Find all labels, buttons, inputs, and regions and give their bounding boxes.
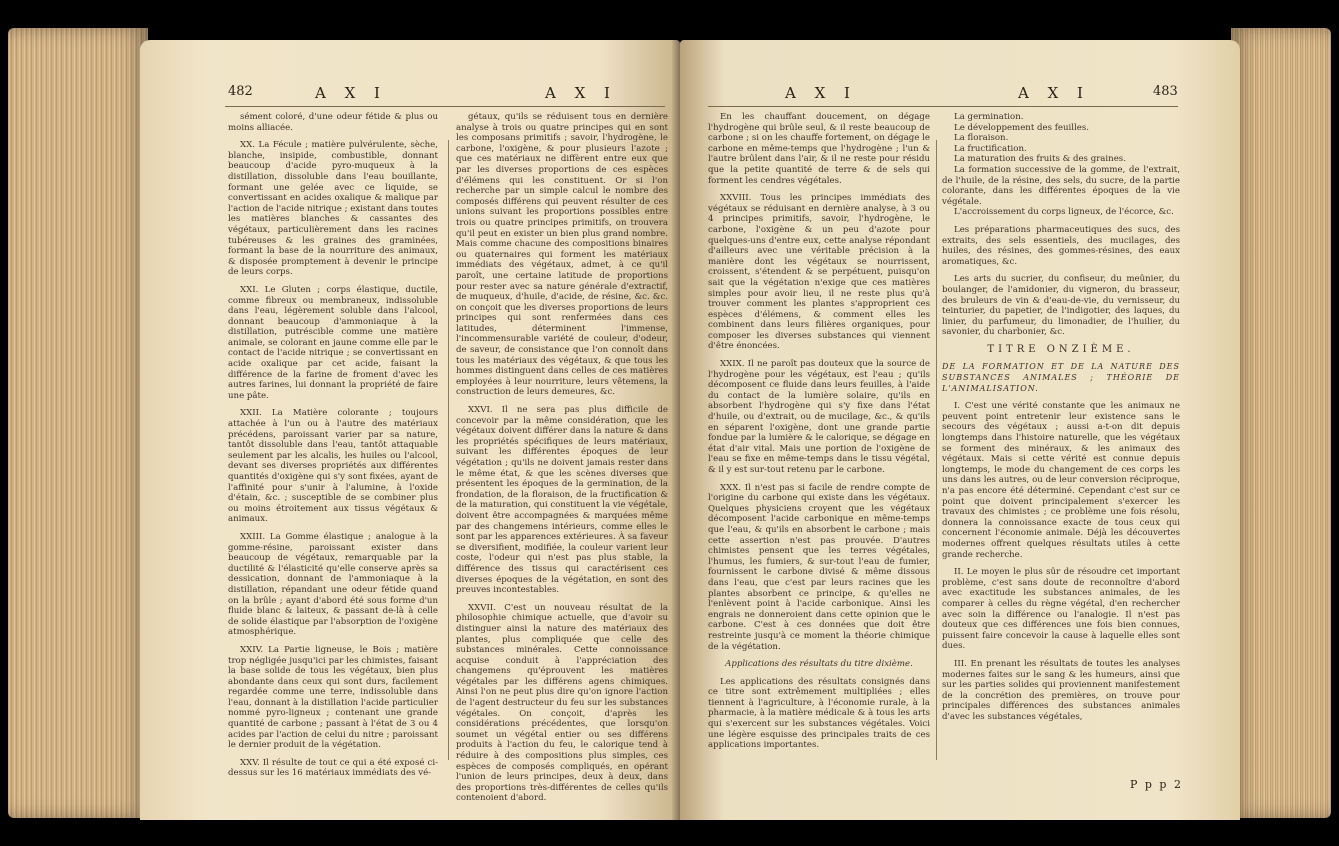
section-heading-applications: Applications des résultats du titre dixième. (725, 659, 913, 670)
right-column-2 (942, 112, 1180, 729)
paragraph: XXVIII. Tous les principes immédiats des végétaux se réduisant en dernière analyse, à 3 ou 4 principes primitifs, savoir, l'hydrogène, le carbone, l'oxigène & un peu d'azote pour quelques-uns d'entre eux, cette analyse répondant d'ailleurs avec une véritable précision à la manière dont les végétaux se nourrissent, croissent, s'étendent & se perpétuent, puisqu'on sait que la végétation n'exige que ces matières simples pour avoir lieu, il ne reste plus qu'à trouver comment les plantes s'approprient ces espèces d'élémens, & comment elles les combinent dans leurs filières organiques, pour composer les diverses substances qui viennent d'être énoncées. (708, 193, 930, 352)
paragraph: I. C'est une vérité constante que les animaux ne peuvent point entretenir leur existence sans le secours des végétaux ; aussi a-t-on dit depuis longtemps dans l'histoire naturelle, que les végétaux se forment des minéraux, & les animaux des végétaux. Mais si cette vérité est connue depuis longtemps, le mode du changement de ces corps les uns dans les autres, ou de leur conversion réciproque, n'a pas encore été déterminé. Cependant c'est sur ce point que doivent principalement s'exercer les travaux des chimistes ; ce problème une fois résolu, donnera la connoissance exacte de tous ceux qui concernent l'économie animale. Déjà les découvertes modernes offrent quelques résultats utiles à cette grande recherche. (942, 401, 1180, 560)
paragraph: XXIX. Il ne paroît pas douteux que la source de l'hydrogène pour les végétaux, est l'eau ; qu'ils décomposent ce fluide dans leurs feuilles, à l'aide du contact de la lumière solaire, qu'ils en absorbent l'hydrogène qui s'y fixe dans l'état d'huile, ou d'extrait, ou de mucilage, &c., & qu'ils en séparent l'oxigène, dont une grande partie fondue par la lumière & le calorique, se dégage en état d'air vital. Mais une portion de l'oxigène de l'eau se fixe en même-temps dans le tissu végétal, & il y est sur-tout retenu par le carbone. (708, 359, 930, 475)
paragraph: II. Le moyen le plus sûr de résoudre cet important problème, c'est sans doute de reconnoître d'abord avec exactitude les substances animales, de les comparer à celles du règne végétal, d'en rechercher avec soin la différence ou l'analogie. Il n'est pas douteux que ces différences une fois bien connues, puissent faire concevoir la cause à laquelle elles sont dues. (942, 567, 1180, 652)
left-page (140, 40, 680, 820)
paragraph: XX. La Fécule ; matière pulvérulente, sèche, blanche, insipide, combustible, donnant beaucoup d'acide pyro-muqueux à la distillation, dissoluble dans l'eau bouillante, formant une gelée avec ce liquide, se convertissant en acides oxalique & malique par l'action de l'acide nitrique ; existant dans toutes les matières blanches & cassantes des végétaux, particulièrement dans les racines tubéreuses & les graines des graminées, formant la base de la nourriture des animaux, & disposée promptement à devenir le principe de leurs corps. (228, 140, 438, 278)
header-rule-left (225, 106, 665, 107)
right-page (680, 40, 1240, 820)
paragraph: XXV. Il résulte de tout ce qui a été exposé ci-dessus sur les 16 matériaux immédiats des vé- (228, 757, 438, 779)
section-title-titre-onzieme: TITRE ONZIÈME. (987, 343, 1135, 355)
paragraph: sément coloré, d'une odeur fétide & plus ou moins alliacée. (228, 112, 438, 133)
list-item: Le développement des feuilles. (954, 122, 1090, 133)
paragraph: Les applications des résultats consignés dans ce titre sont extrêmement multipliées ; elles tiennent à l'agriculture, à l'économie rurale, à la pharmacie, à la matière médicale & à tous les arts qui s'exercent sur les substances végétales. Voici une légère esquisse des principales traits de ces applications importantes. (708, 676, 930, 751)
paragraph: III. En prenant les résultats de toutes les analyses modernes faites sur le sang & les humeurs, ainsi que sur les parties solides qui proviennent manifestement de la concrétion des premières, on trouve pour principales différences des substances animales d'avec les substances végétales, (942, 658, 1180, 722)
running-header-right-2: A X I (1018, 84, 1090, 102)
list-item: La formation successive de la gomme, de l'extrait, de l'huile, de la résine, des sels, du sucre, de la partie colorante, dans les différentes époques de la vie végétale. (942, 164, 1180, 207)
paragraph: En les chauffant doucement, on dégage l'hydrogène qui brûle seul, & il reste beaucoup de carbone ; si on les chauffe fortement, on dégage le carbone en même-temps que l'hydrogène ; l'un & l'autre brûlent dans l'air, & il ne reste pour résidu que la petite quantité de terre & de sels qui forment les cendres végétales. (708, 112, 930, 186)
section-subtitle: DE LA FORMATION ET DE LA NATURE DES SUBSTANCES ANIMALES ; THÉORIE DE L'ANIMALISATION. (942, 362, 1180, 393)
page-number-right: 483 (1153, 84, 1178, 99)
column-divider-left (448, 140, 449, 760)
signature-mark: P p p 2 (1130, 778, 1183, 791)
paragraph: Les préparations pharmaceutiques des sucs, des extraits, des sels essentiels, des mucilages, des huiles, des résines, des gommes-résines, des eaux aromatiques, &c. (942, 224, 1180, 267)
right-column-1 (708, 112, 930, 758)
left-column-2 (456, 112, 668, 811)
left-column-1 (228, 112, 438, 786)
paragraph: XXX. Il n'est pas si facile de rendre compte de l'origine du carbone qui existe dans les végétaux. Quelques physiciens croyent que les végétaux décomposent l'acide carbonique en même-temps que l'eau, & qu'ils en absorbent le carbone ; mais cette assertion n'est pas prouvée. D'autres chimistes pensent que les terres végétales, l'humus, les fumiers, & sur-tout l'eau de fumier, fournissent le carbone divisé & même dissous dans l'eau, que c'est par leurs racines que les plantes absorbent ce principe, & qu'elles ne l'enlèvent point à l'acide carbonique. Ainsi les engrais ne donneroient dans cette opinion que le carbone. C'est à ces données que doit être restreinte jusqu'à ce moment la théorie chimique de la végétation. (708, 482, 930, 652)
right-page-edges (1231, 28, 1331, 818)
running-header-left-1: A X I (315, 84, 387, 102)
left-page-edges (8, 28, 148, 818)
running-header-left-2: A X I (545, 84, 617, 102)
list-item: La fructification. (954, 143, 1027, 154)
list-item: L'accroissement du corps ligneux, de l'écorce, &c. (954, 207, 1174, 218)
paragraph: XXVII. C'est un nouveau résultat de la philosophie chimique actuelle, que d'avoir su distinguer ainsi la nature des matériaux des plantes, plus compliquée que celle des substances minérales. Cette connoissance acquise conduit à l'appréciation des changemens qu'éprouvent les matières végétales par les différens agens chimiques. Ainsi l'on ne peut plus dire qu'on ignore l'action de l'agent destructeur du feu sur les substances végétales. On conçoit, d'après les considérations précédentes, que lorsqu'on soumet un végétal entier ou ses différens produits à l'action du feu, le calorique tend à réduire à des compositions plus simples, ces espèces de composés compliqués, en opérant l'union de leurs principes, deux à deux, dans des proportions très-différentes de celles qu'ils contenoient d'abord. (456, 602, 668, 804)
list-item: La floraison. (954, 133, 1009, 144)
page-number-left: 482 (228, 84, 253, 99)
paragraph: Les arts du sucrier, du confiseur, du meûnier, du boulanger, de l'amidonier, du vigneron, du brasseur, des bruleurs de vin & d'eau-de-vie, du vernisseur, du teinturier, du papetier, de l'indigotier, des laques, du linier, du parfumeur, du limonadier, de l'huilier, du savonier, du charbonier, &c. (942, 274, 1180, 338)
paragraph: XXVI. Il ne sera pas plus difficile de concevoir par la même considération, que les végétaux doivent différer dans la nature & dans les propriétés spécifiques de leurs matériaux, suivant les différentes époques de leur végétation ; qu'ils ne doivent jamais rester dans le même état, & que les scènes diverses que présentent les époques de la germination, de la frondation, de la floraison, de la fructification & de la maturation, qui constituent la vie végétale, doivent être accompagnées & marquées même par des changemens intérieurs, comme elles le sont par les apparences extérieures. À sa faveur se diversifient, modifiée, la couleur varient leur coste, l'odeur qui n'est pas plus stable, la différence des tissus qui caractérisent ces diverses époques de la végétation, en sont des preuves incontestables. (456, 405, 668, 596)
paragraph: XXIV. La Partie ligneuse, le Bois ; matière trop négligée jusqu'ici par les chimistes, faisant la base solide de tous les végétaux, bien plus abondante dans ceux qui sont durs, facilement regardée comme une terre, indissoluble dans l'eau, donnant à la distillation l'acide particulier nommé pyro-ligneux ; contenant une grande quantité de carbone ; passant à l'état de 3 ou 4 acides par l'action de celui du nitre ; paroissant le dernier produit de la végétation. (228, 644, 438, 751)
column-divider-right (936, 140, 937, 760)
list-item: La maturation des fruits & des graines. (954, 154, 1126, 165)
paragraph: XXII. La Matière colorante ; toujours attachée à l'un ou à l'autre des matériaux précédens, paroissant varier par sa nature, tantôt dissoluble dans l'eau, tantôt attaquable seulement par les alcalis, les huiles ou l'alcool, devant ses diverses propriétés aux différentes quantités d'oxigène qui s'y sont fixées, ayant de l'affinité pour s'unir à l'alumine, à l'oxide d'étain, &c. ; susceptible de se combiner plus ou moins étroitement aux tissus végétaux & animaux. (228, 408, 438, 525)
paragraph: XXIII. La Gomme élastique ; analogue à la gomme-résine, paroissant exister dans beaucoup de végétaux, remarquable par la ductilité & l'élasticité qu'elle conserve après sa dessication, donnant de l'ammoniaque à la distillation, répandant une odeur fétide quand on la brûle ; ayant d'abord été sous forme d'un fluide blanc & laiteux, & passant de-là à celle de solide élastique par l'absorption de l'oxigène atmosphérique. (228, 531, 438, 638)
running-header-right-1: A X I (785, 84, 857, 102)
paragraph: gétaux, qu'ils se réduisent tous en dernière analyse à trois ou quatre principes qui en sont les composans primitifs ; savoir, l'hydrogène, le carbone, l'oxigène, & pour plusieurs l'azote ; que ces matériaux ne diffèrent entre eux que par les diverses proportions de ces espèces d'élémens qui les constituent. Or si l'on recherche par un simple calcul le nombre des composés différens qui peuvent résulter de ces unions suivant les proportions possibles entre trois ou quatre principes primitifs, on trouvera qu'il peut en exister un bien plus grand nombre. Mais comme chacune des compositions binaires ou quaternaires qui forment les matériaux immédiats des végétaux, admet, à ce qu'il paroît, une certaine latitude de proportions pour rester avec sa nature générale d'extractif, de muqueux, d'huile, d'acide, de résine, &c. &c. on conçoit que les diverses proportions de leurs principes qui sont renfermées dans ces latitudes, déterminent l'immense, l'incommensurable variété de couleur, d'odeur, de saveur, de consistance que l'on connoît dans tous les matériaux des végétaux, & que tous les hommes distinguent dans celles de ces matières employées à leur nourriture, leurs vêtemens, la construction de leurs demeures, &c. (456, 112, 668, 398)
header-rule-right (708, 106, 1178, 107)
paragraph: XXI. Le Gluten ; corps élastique, ductile, comme fibreux ou membraneux, indissoluble dans l'eau, légèrement soluble dans l'alcool, donnant beaucoup d'ammoniaque à la distillation, putréscible comme une matière animale, se colorant en jaune comme elle par le contact de l'acide nitrique ; se convertissant en acide oxalique par cet acide, faisant la différence de la farine de froment d'avec les autres farines, lui donnant la propriété de faire une pâte. (228, 284, 438, 401)
list-item: La germination. (954, 112, 1024, 122)
